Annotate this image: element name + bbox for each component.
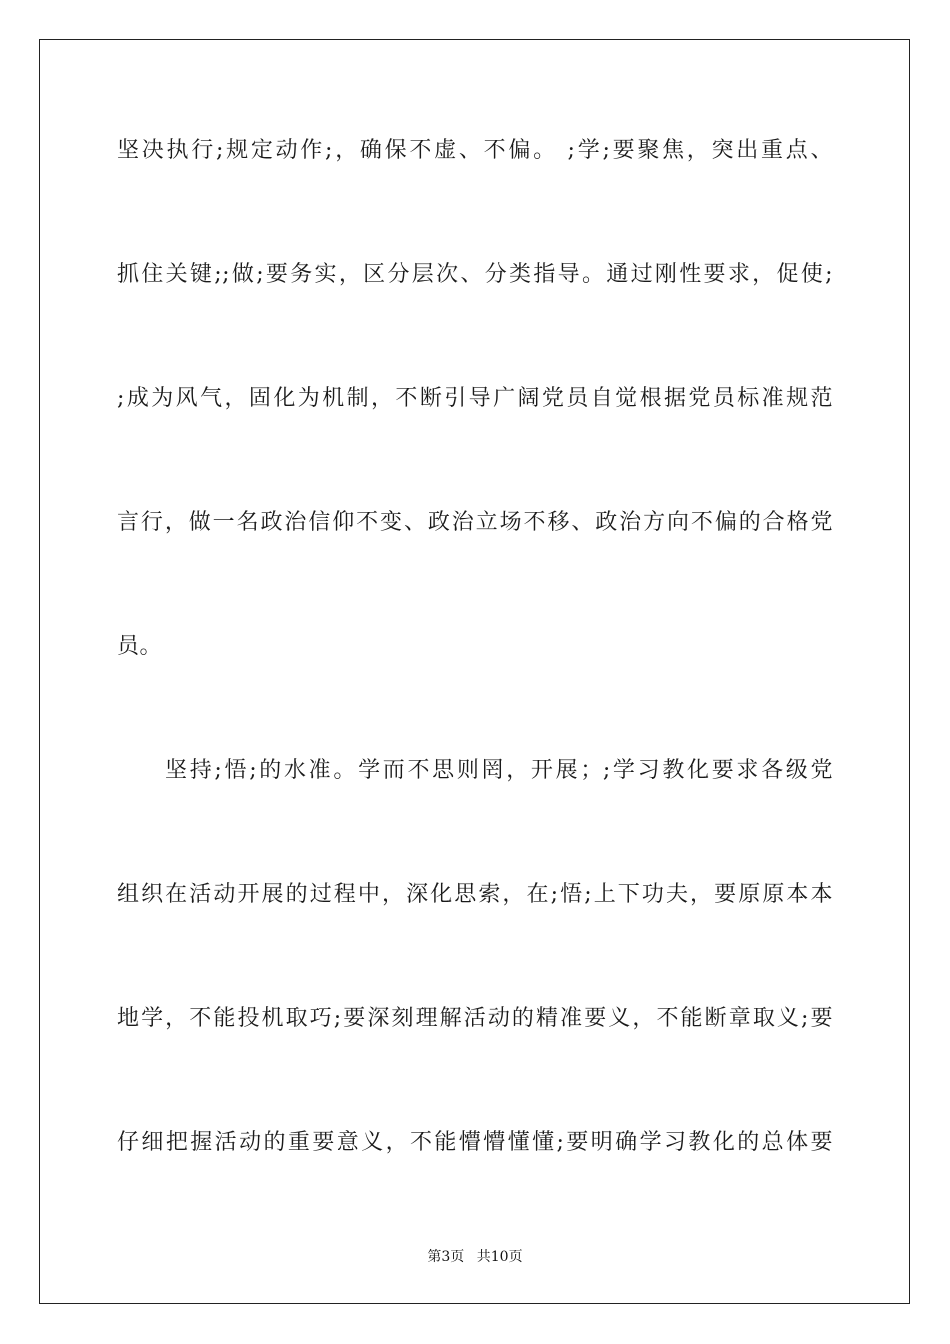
paragraph-line-8: 地学，不能投机取巧;要深刻理解活动的精准要义，不能断章取义;要 [117, 1006, 833, 1031]
paragraph-line-4: 言行，做一名政治信仰不变、政治立场不移、政治方向不偏的合格党 [117, 510, 833, 535]
paragraph-line-2: 抓住关键;;做;要务实，区分层次、分类指导。通过刚性要求，促使; [117, 262, 833, 287]
page-frame [39, 39, 910, 1304]
page-footer [0, 1248, 950, 1266]
paragraph-line-9: 仔细把握活动的重要意义，不能懵懵懂懂;要明确学习教化的总体要 [117, 1130, 833, 1155]
paragraph-line-1: 坚决执行;规定动作;，确保不虚、不偏。 ;学;要聚焦，突出重点、 [117, 138, 833, 163]
paragraph-line-6: 坚持;悟;的水准。学而不思则罔，开展；;学习教化要求各级党 [165, 758, 833, 783]
page-number-current: 第3页 [427, 1249, 465, 1265]
paragraph-line-5: 员。 [117, 634, 163, 659]
paragraph-line-3: ;成为风气，固化为机制，不断引导广阔党员自觉根据党员标准规范 [117, 386, 833, 411]
paragraph-line-7: 组织在活动开展的过程中，深化思索，在;悟;上下功夫，要原原本本 [117, 882, 833, 907]
page-number-total: 共10页 [476, 1249, 523, 1265]
